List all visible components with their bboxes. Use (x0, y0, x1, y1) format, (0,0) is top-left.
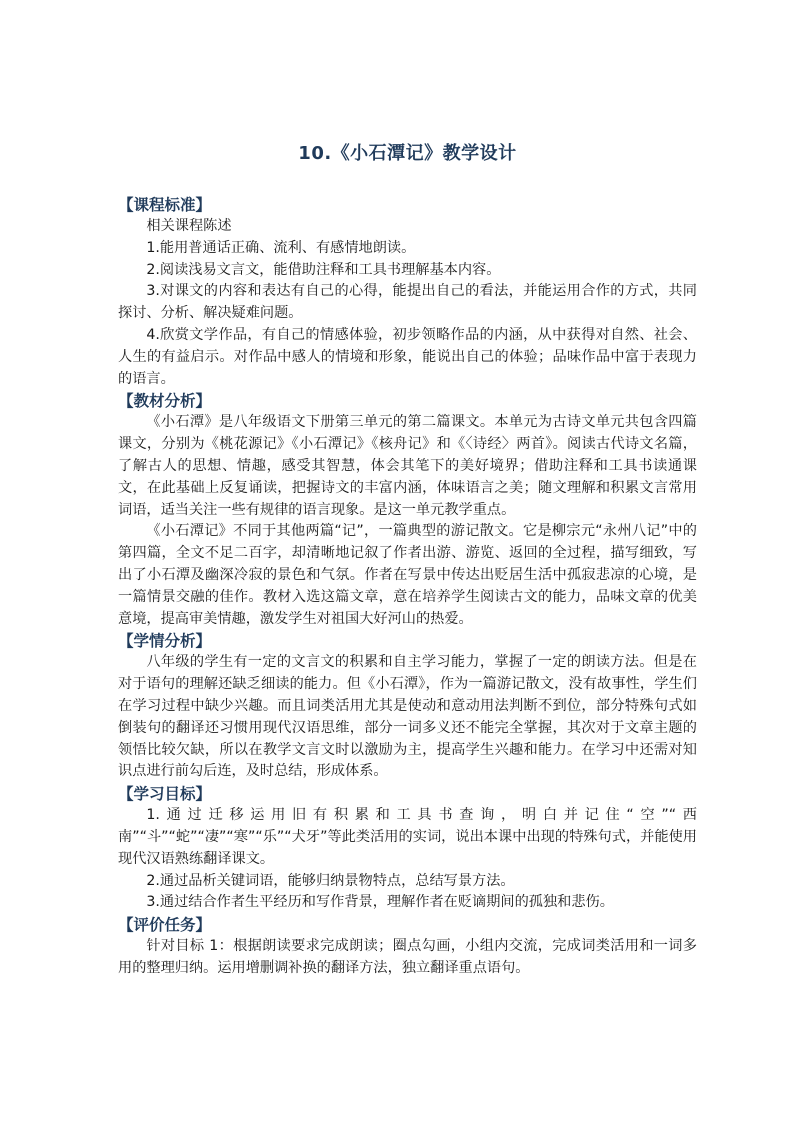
section-heading: 【学习目标】 (118, 785, 212, 804)
paragraph: 4.欣赏文学作品，有自己的情感体验，初步领略作品的内涵，从中获得对自然、社会、人生的有益启示。对作品中感人的情境和形象，能说出自己的体验；品味作品中富于表现力的语言。 (118, 326, 697, 387)
section-curriculum-standards (118, 194, 697, 390)
document-title: 10.《小石潭记》教学设计 (298, 143, 517, 164)
section-assessment-tasks (118, 914, 697, 980)
paragraph: 1.能用普通话正确、流利、有感情地朗读。 (146, 239, 416, 256)
paragraph: 2.通过品析关键词语，能够归纳景物特点，总结写景方法。 (146, 872, 515, 889)
section-heading: 【评价任务】 (118, 916, 212, 935)
paragraph: 1.通过迁移运用旧有积累和工具书查询，明白并记住“空”“西南”“斗”“蛇”“凄”“寒”“乐”“犬牙”等此类活用的实词，说出本课中出现的特殊句式，并能使用现代汉语熟练翻译课文。 (118, 807, 697, 867)
section-heading: 【教材分析】 (118, 392, 212, 411)
section-learning-objectives (118, 783, 697, 914)
paragraph: 针对目标 1：根据朗读要求完成朗读；圈点勾画，小组内交流，完成词类活用和一词多用的整理归纳。运用增删调补换的翻译方法，独立翻译重点语句。 (118, 938, 697, 976)
section-heading: 【学情分析】 (118, 632, 212, 651)
section-learner-analysis (118, 630, 697, 783)
section-heading: 【课程标准】 (118, 196, 212, 214)
paragraph: 《小石潭记》不同于其他两篇“记”，一篇典型的游记散文。它是柳宗元“永州八记”中的第四篇，全文不足二百字，却清晰地记叙了作者出游、游览、返回的全过程，描写细致，写出了小石潭及幽深冷寂的景色和气氛。作者在写景中传达出贬居生活中孤寂悲凉的心境，是一篇情景交融的佳作。教材入选这篇文章，意在培养学生阅读古文的能力，品味文章的优美意境，提高审美情趣，激发学生对祖国大好河山的热爱。 (118, 523, 697, 627)
paragraph: 相关课程陈述 (146, 218, 232, 234)
paragraph: 3.通过结合作者生平经历和写作背景，理解作者在贬谪期间的孤独和悲伤。 (146, 894, 614, 911)
paragraph: 《小石潭》是八年级语文下册第三单元的第二篇课文。本单元为古诗文单元共包含四篇课文，分别为《桃花源记》《小石潭记》《核舟记》和《〈诗经〉两首》。阅读古代诗文名篇，了解古人的思想、情趣，感受其智慧，体会其笔下的美好境界；借助注释和工具书读通课文，在此基础上反复诵读，把握诗文的丰富内涵，体味语言之美；随文理解和积累文言常用词语，适当关注一些有规律的语言现象。是这一单元教学重点。 (118, 414, 697, 518)
paragraph: 八年级的学生有一定的文言文的积累和自主学习能力，掌握了一定的朗读方法。但是在对于语句的理解还缺乏细读的能力。但《小石潭》，作为一篇游记散文，没有故事性，学生们在学习过程中缺少兴趣。而且词类活用尤其是使动和意动用法判断不到位，部分特殊句式如倒装句的翻译还习惯用现代汉语思维，部分一词多义还不能完全掌握，其次对于文章主题的领悟比较欠缺，所以在教学文言文时以激励为主，提高学生兴趣和能力。在学习中还需对知识点进行前勾后连，及时总结，形成体系。 (118, 654, 697, 780)
section-textbook-analysis (118, 390, 697, 630)
paragraph: 3.对课文的内容和表达有自己的心得，能提出自己的看法，并能运用合作的方式，共同探讨、分析、解决疑难问题。 (118, 283, 697, 322)
paragraph: 2.阅读浅易文言文，能借助注释和工具书理解基本内容。 (146, 261, 501, 278)
